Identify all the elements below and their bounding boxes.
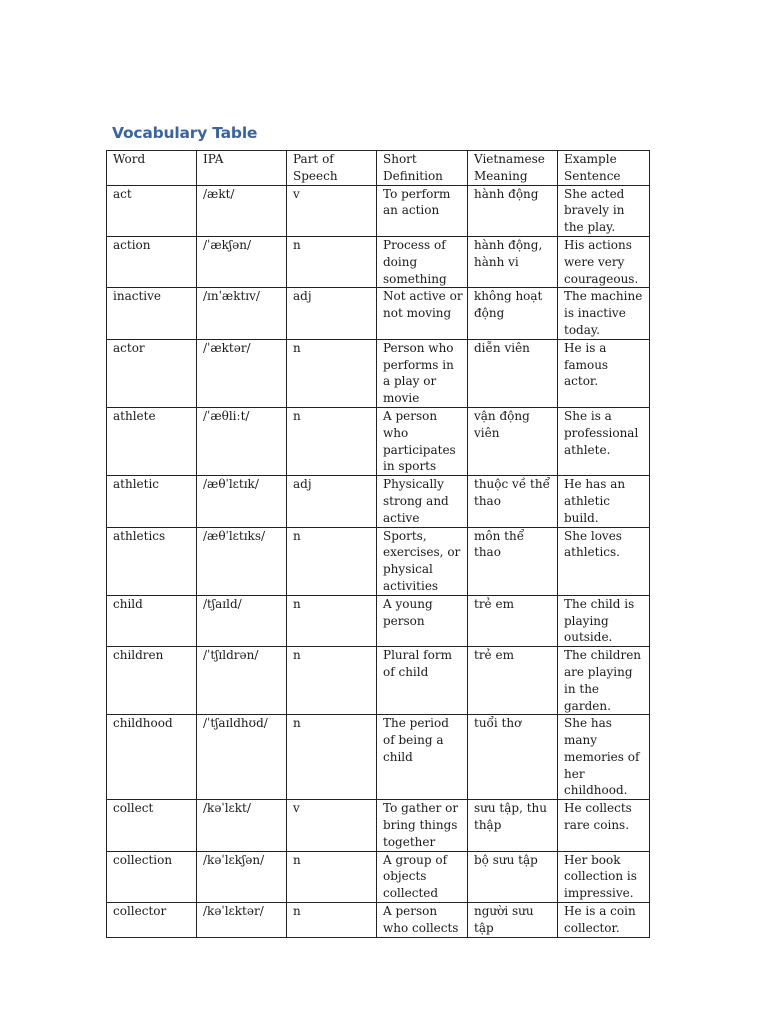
cell-text-line: động [474, 306, 505, 321]
cell-ipa [197, 851, 287, 902]
cell-short-definition [377, 407, 468, 475]
cell-text-line: She loves [564, 528, 622, 543]
cell-text-line: actor. [564, 374, 599, 389]
cell-text-line: strong and [383, 493, 449, 508]
cell-word [107, 647, 197, 715]
table-body [107, 185, 650, 937]
cell-text-line: collector. [564, 920, 620, 935]
cell-text-line: n [293, 340, 301, 355]
cell-text-line: Her book [564, 852, 621, 867]
cell-vietnamese-meaning [468, 288, 558, 339]
cell-text-line: athlete [113, 408, 156, 423]
cell-text-line: She is a [564, 408, 612, 423]
cell-text-line: athletics [113, 528, 166, 543]
cell-short-definition [377, 476, 468, 527]
cell-vietnamese-meaning [468, 715, 558, 800]
cell-text-line: actor [113, 340, 145, 355]
cell-word [107, 595, 197, 646]
cell-text-line: To gather or [383, 801, 459, 816]
cell-ipa [197, 476, 287, 527]
cell-word [107, 288, 197, 339]
cell-text-line: A person [383, 408, 438, 423]
cell-word [107, 185, 197, 236]
cell-text-line: n [293, 852, 301, 867]
cell-text-line: of child [383, 664, 429, 679]
cell-example-sentence [558, 800, 650, 851]
cell-text-line: n [293, 596, 301, 611]
cell-vietnamese-meaning [468, 339, 558, 407]
cell-text-line: The child is [564, 596, 635, 611]
cell-text-line: in sports [383, 459, 437, 474]
cell-short-definition [377, 288, 468, 339]
table-row [107, 800, 650, 851]
cell-text-line: person [383, 613, 425, 628]
cell-text-line: Sports, [383, 528, 427, 543]
cell-short-definition [377, 185, 468, 236]
cell-text-line: are playing [564, 664, 633, 679]
cell-part-of-speech [287, 476, 377, 527]
cell-text-line: active [383, 510, 420, 525]
cell-text-line: who collects [383, 920, 459, 935]
cell-example-sentence [558, 851, 650, 902]
cell-text-line: children [113, 648, 164, 663]
cell-text-line: Process of [383, 237, 446, 252]
cell-text-line: tuổi thơ [474, 716, 522, 731]
cell-text-line: Physically [383, 477, 444, 492]
cell-text-line: He has an [564, 477, 626, 492]
cell-text-line: trẻ em [474, 596, 514, 611]
cell-text-line: performs in [383, 357, 454, 372]
cell-word [107, 339, 197, 407]
cell-vietnamese-meaning [468, 185, 558, 236]
cell-text-line: movie [383, 391, 420, 406]
cell-word [107, 476, 197, 527]
cell-text-line: athletics. [564, 545, 620, 560]
cell-text-line: many [564, 733, 598, 748]
cell-text-line: She acted [564, 186, 625, 201]
cell-text-line: /kəˈlɛkt/ [203, 801, 251, 816]
cell-text-line: n [293, 904, 301, 919]
cell-example-sentence [558, 185, 650, 236]
table-row [107, 288, 650, 339]
cell-text-line: To perform [383, 186, 451, 201]
cell-text-line: không hoạt [474, 289, 543, 304]
cell-text-line: an action [383, 203, 440, 218]
cell-example-sentence [558, 527, 650, 595]
cell-text-line: childhood. [564, 783, 628, 798]
cell-text-line: adj [293, 477, 312, 492]
cell-text-line: /kəˈlɛktər/ [203, 904, 264, 919]
cell-text-line: adj [293, 289, 312, 304]
cell-text-line: collect [113, 801, 154, 816]
cell-text-line: collection is [564, 869, 637, 884]
cell-text-line: collection [113, 852, 173, 867]
cell-text-line: Example [564, 152, 617, 166]
cell-example-sentence [558, 476, 650, 527]
cell-short-definition [377, 800, 468, 851]
cell-part-of-speech [287, 527, 377, 595]
cell-text-line: Plural form [383, 648, 452, 663]
cell-ipa [197, 800, 287, 851]
cell-part-of-speech [287, 715, 377, 800]
cell-text-line: He is a coin [564, 904, 636, 919]
cell-text-line: A group of [383, 852, 448, 867]
cell-vietnamese-meaning [468, 236, 558, 287]
cell-text-line: memories of [564, 749, 640, 764]
cell-text-line: He is a [564, 340, 607, 355]
cell-text-line: exercises, or [383, 545, 461, 560]
cell-text-line: Word [113, 152, 146, 166]
table-row [107, 236, 650, 287]
table-row [107, 527, 650, 595]
cell-text-line: She has [564, 716, 612, 731]
cell-text-line: were very [564, 254, 625, 269]
table-header-row [107, 151, 650, 186]
cell-text-line: athletic [113, 477, 160, 492]
cell-vietnamese-meaning [468, 407, 558, 475]
cell-text-line: childhood [113, 716, 173, 731]
cell-short-definition [377, 527, 468, 595]
cell-text-line: Meaning [474, 168, 528, 183]
table-row [107, 647, 650, 715]
cell-vietnamese-meaning [468, 476, 558, 527]
cell-text-line: participates [383, 442, 456, 457]
cell-example-sentence [558, 236, 650, 287]
cell-text-line: not moving [383, 306, 452, 321]
cell-vietnamese-meaning [468, 527, 558, 595]
column-header-example-sentence [558, 151, 650, 186]
cell-text-line: child [113, 596, 143, 611]
cell-example-sentence [558, 903, 650, 938]
cell-text-line: bring things [383, 818, 458, 833]
cell-ipa [197, 236, 287, 287]
cell-vietnamese-meaning [468, 800, 558, 851]
cell-vietnamese-meaning [468, 903, 558, 938]
cell-vietnamese-meaning [468, 595, 558, 646]
cell-short-definition [377, 851, 468, 902]
cell-short-definition [377, 715, 468, 800]
cell-text-line: activities [383, 578, 439, 593]
cell-text-line: Part of [293, 152, 334, 166]
table-row [107, 851, 650, 902]
cell-short-definition [377, 647, 468, 715]
cell-text-line: outside. [564, 630, 613, 645]
table-row [107, 476, 650, 527]
cell-text-line: child [383, 749, 413, 764]
cell-text-line: collector [113, 904, 167, 919]
cell-part-of-speech [287, 185, 377, 236]
column-header-ipa [197, 151, 287, 186]
cell-text-line: Sentence [564, 168, 621, 183]
cell-text-line: thao [474, 493, 501, 508]
table-row [107, 185, 650, 236]
cell-text-line: thập [474, 818, 502, 833]
cell-text-line: /ˈækʃən/ [203, 237, 252, 252]
cell-text-line: Short [383, 152, 417, 166]
cell-word [107, 800, 197, 851]
cell-text-line: today. [564, 322, 600, 337]
cell-text-line: The children [564, 648, 642, 663]
cell-text-line: act [113, 186, 132, 201]
cell-vietnamese-meaning [468, 647, 558, 715]
table-row [107, 339, 650, 407]
cell-short-definition [377, 903, 468, 938]
cell-text-line: build. [564, 510, 599, 525]
cell-example-sentence [558, 715, 650, 800]
cell-text-line: hành động [474, 186, 539, 201]
cell-part-of-speech [287, 288, 377, 339]
table-row [107, 407, 650, 475]
cell-text-line: /ɪnˈæktɪv/ [203, 289, 260, 304]
cell-text-line: in the [564, 681, 600, 696]
cell-text-line: IPA [203, 152, 224, 166]
cell-text-line: of being a [383, 733, 444, 748]
cell-text-line: Not active or [383, 289, 463, 304]
cell-text-line: athletic [564, 493, 611, 508]
cell-text-line: v [293, 186, 300, 201]
cell-ipa [197, 407, 287, 475]
cell-text-line: action [113, 237, 151, 252]
cell-word [107, 407, 197, 475]
column-header-short-definition [377, 151, 468, 186]
cell-text-line: /ˈæθliːt/ [203, 408, 250, 423]
cell-part-of-speech [287, 903, 377, 938]
cell-word [107, 851, 197, 902]
cell-text-line: objects [383, 869, 427, 884]
cell-text-line: n [293, 528, 301, 543]
vocabulary-table [106, 150, 650, 938]
cell-text-line: is inactive [564, 306, 626, 321]
cell-text-line: vận động [474, 408, 530, 423]
cell-example-sentence [558, 288, 650, 339]
cell-text-line: His actions [564, 237, 632, 252]
cell-text-line: n [293, 408, 301, 423]
cell-text-line: rare coins. [564, 818, 630, 833]
cell-text-line: người sưu [474, 904, 534, 919]
cell-text-line: The machine [564, 289, 643, 304]
cell-text-line: a play or [383, 374, 437, 389]
column-header-word [107, 151, 197, 186]
cell-text-line: her [564, 766, 585, 781]
cell-word [107, 715, 197, 800]
cell-text-line: trẻ em [474, 648, 514, 663]
cell-part-of-speech [287, 851, 377, 902]
cell-text-line: v [293, 801, 300, 816]
column-header-part-of-speech [287, 151, 377, 186]
cell-text-line: /kəˈlɛkʃən/ [203, 852, 265, 867]
cell-ipa [197, 288, 287, 339]
cell-text-line: who [383, 425, 409, 440]
cell-ipa [197, 527, 287, 595]
cell-text-line: the play. [564, 220, 616, 235]
cell-text-line: /æθˈlɛtɪks/ [203, 528, 266, 543]
cell-example-sentence [558, 647, 650, 715]
cell-text-line: garden. [564, 698, 611, 713]
cell-text-line: playing [564, 613, 609, 628]
cell-text-line: hành vi [474, 254, 519, 269]
table-row [107, 715, 650, 800]
cell-short-definition [377, 236, 468, 287]
cell-text-line: viên [474, 425, 500, 440]
cell-text-line: physical [383, 562, 433, 577]
cell-part-of-speech [287, 407, 377, 475]
cell-text-line: A young [383, 596, 433, 611]
cell-text-line: /æθˈlɛtɪk/ [203, 477, 259, 492]
cell-text-line: Speech [293, 168, 338, 183]
cell-text-line: tập [474, 920, 494, 935]
cell-example-sentence [558, 595, 650, 646]
cell-part-of-speech [287, 595, 377, 646]
cell-part-of-speech [287, 339, 377, 407]
cell-text-line: professional [564, 425, 639, 440]
cell-text-line: diễn viên [474, 340, 530, 355]
cell-word [107, 236, 197, 287]
page-title: Vocabulary Table [112, 124, 258, 142]
cell-text-line: Person who [383, 340, 454, 355]
cell-text-line: athlete. [564, 442, 611, 457]
cell-vietnamese-meaning [468, 851, 558, 902]
cell-part-of-speech [287, 236, 377, 287]
cell-text-line: n [293, 648, 301, 663]
cell-ipa [197, 595, 287, 646]
cell-word [107, 527, 197, 595]
cell-text-line: /ækt/ [203, 186, 235, 201]
cell-text-line: courageous. [564, 271, 639, 286]
cell-example-sentence [558, 339, 650, 407]
cell-short-definition [377, 595, 468, 646]
cell-text-line: The period [383, 716, 449, 731]
cell-text-line: /tʃaɪld/ [203, 596, 242, 611]
cell-ipa [197, 647, 287, 715]
cell-text-line: n [293, 716, 301, 731]
cell-text-line: A person [383, 904, 438, 919]
cell-example-sentence [558, 407, 650, 475]
cell-ipa [197, 715, 287, 800]
cell-text-line: hành động, [474, 237, 543, 252]
cell-text-line: môn thể [474, 528, 525, 543]
cell-text-line: thao [474, 545, 501, 560]
table-row [107, 595, 650, 646]
cell-text-line: doing [383, 254, 418, 269]
cell-ipa [197, 339, 287, 407]
cell-part-of-speech [287, 647, 377, 715]
cell-text-line: something [383, 271, 447, 286]
cell-text-line: impressive. [564, 886, 634, 901]
cell-part-of-speech [287, 800, 377, 851]
cell-short-definition [377, 339, 468, 407]
cell-text-line: /ˈtʃɪldrən/ [203, 648, 259, 663]
cell-ipa [197, 903, 287, 938]
cell-word [107, 903, 197, 938]
cell-text-line: bravely in [564, 203, 625, 218]
cell-text-line: Vietnamese [474, 152, 545, 166]
cell-text-line: thuộc về thể [474, 477, 550, 492]
cell-text-line: sưu tập, thu [474, 801, 547, 816]
cell-text-line: inactive [113, 289, 161, 304]
cell-text-line: together [383, 834, 436, 849]
cell-text-line: bộ sưu tập [474, 852, 538, 867]
cell-text-line: n [293, 237, 301, 252]
cell-text-line: collected [383, 886, 439, 901]
table-row [107, 903, 650, 938]
column-header-vietnamese-meaning [468, 151, 558, 186]
cell-text-line: famous [564, 357, 609, 372]
cell-text-line: He collects [564, 801, 632, 816]
cell-ipa [197, 185, 287, 236]
cell-text-line: /ˈæktər/ [203, 340, 251, 355]
cell-text-line: Definition [383, 168, 443, 183]
cell-text-line: /ˈtʃaɪldhʊd/ [203, 716, 268, 731]
